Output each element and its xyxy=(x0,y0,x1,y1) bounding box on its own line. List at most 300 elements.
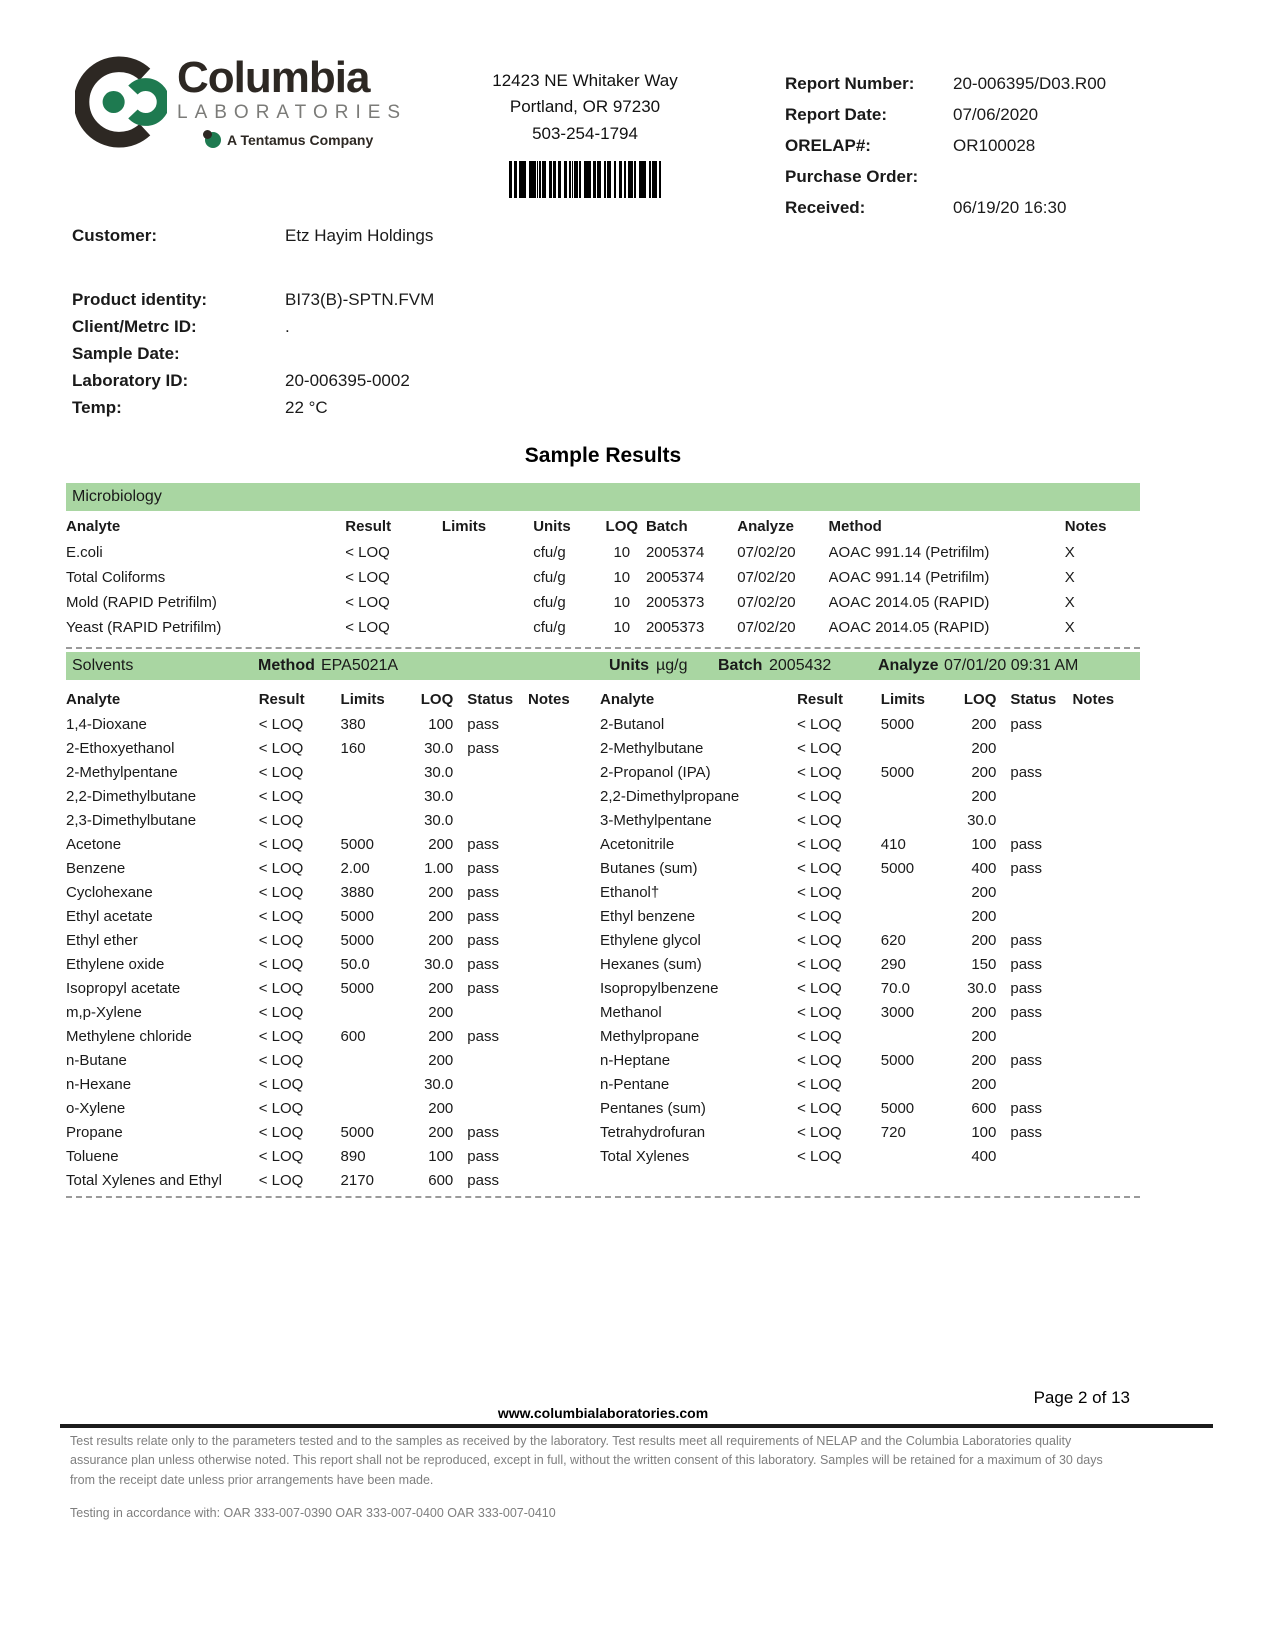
table-cell: E.coli xyxy=(66,544,103,561)
info-label: Received: xyxy=(785,197,866,217)
table-cell: 3-Methylpentane xyxy=(600,811,712,829)
column-header: Status xyxy=(1010,690,1057,708)
table-cell: AOAC 991.14 (Petrifilm) xyxy=(828,544,990,561)
table-cell: Methanol xyxy=(600,1003,662,1021)
table-cell: < LOQ xyxy=(258,1171,304,1189)
column-header: Notes xyxy=(1072,690,1115,708)
table-cell xyxy=(1010,736,1072,760)
columbia-logo-icon xyxy=(75,56,167,148)
table-cell: 2-Ethoxyethanol xyxy=(66,739,175,757)
brand-subtitle: LABORATORIES xyxy=(177,102,408,123)
table-row xyxy=(600,1000,1140,1024)
column-header: Analyte xyxy=(66,518,121,535)
table-cell: 200 xyxy=(971,739,997,757)
table-cell: Methylpropane xyxy=(600,1027,700,1045)
table-cell: 200 xyxy=(428,1003,454,1021)
table-cell: 200 xyxy=(428,1027,454,1045)
table-cell: 2-Methylpentane xyxy=(66,763,178,781)
table-cell: pass xyxy=(467,859,499,877)
table-cell: 30.0 xyxy=(424,763,454,781)
table-cell: pass xyxy=(1010,931,1043,949)
table-cell xyxy=(528,1096,594,1120)
table-cell: 10 xyxy=(613,594,631,611)
column-header: Method xyxy=(828,518,882,535)
table-cell xyxy=(528,1120,594,1144)
table-cell: 600 xyxy=(340,1027,366,1045)
table-cell xyxy=(341,1000,407,1024)
table-cell: 30.0 xyxy=(424,1075,454,1093)
table-cell: 07/02/20 xyxy=(737,594,796,611)
table-cell xyxy=(1072,1048,1140,1072)
table-cell: Butanes (sum) xyxy=(600,859,698,877)
table-cell: pass xyxy=(1010,715,1043,733)
table-cell: < LOQ xyxy=(258,883,304,901)
table-cell: 07/02/20 xyxy=(737,544,796,561)
table-cell: 200 xyxy=(971,787,997,805)
table-cell xyxy=(528,1144,594,1168)
table-cell: < LOQ xyxy=(797,715,842,733)
info-label: Temp: xyxy=(72,397,122,417)
info-row xyxy=(785,130,1215,161)
table-cell: 200 xyxy=(971,715,997,733)
table-cell: 600 xyxy=(971,1099,997,1117)
table-cell xyxy=(1072,880,1140,904)
info-label: Report Date: xyxy=(785,104,888,124)
table-cell: 2005373 xyxy=(645,594,705,611)
table-cell: < LOQ xyxy=(797,1003,842,1021)
table-row xyxy=(600,712,1140,736)
table-cell xyxy=(881,904,949,928)
table-row xyxy=(600,1048,1140,1072)
table-cell: 2-Propanol (IPA) xyxy=(600,763,711,781)
table-cell: < LOQ xyxy=(797,787,842,805)
table-cell xyxy=(528,856,594,880)
table-cell: 150 xyxy=(971,955,997,973)
table-cell: < LOQ xyxy=(258,907,304,925)
table-cell: 07/02/20 xyxy=(737,569,796,586)
info-label: Client/Metrc ID: xyxy=(72,316,197,336)
column-header: Limits xyxy=(880,690,925,708)
table-cell: 200 xyxy=(428,907,454,925)
table-row xyxy=(600,808,1140,832)
units-value: µg/g xyxy=(656,657,688,674)
table-cell: 30.0 xyxy=(424,787,454,805)
table-cell xyxy=(1010,808,1072,832)
table-cell xyxy=(528,928,594,952)
column-header: Limits xyxy=(340,690,385,708)
table-cell: < LOQ xyxy=(258,1051,304,1069)
table-cell: < LOQ xyxy=(258,811,304,829)
table-cell xyxy=(1072,712,1140,736)
table-cell: < LOQ xyxy=(797,1027,842,1045)
table-cell: Ethanol† xyxy=(600,883,660,901)
table-row xyxy=(600,1096,1140,1120)
table-cell: 200 xyxy=(428,979,454,997)
table-cell: cfu/g xyxy=(533,594,566,611)
info-row xyxy=(72,313,434,340)
table-cell: pass xyxy=(467,979,499,997)
table-cell xyxy=(467,1048,528,1072)
table-cell: < LOQ xyxy=(345,544,390,561)
table-cell: 600 xyxy=(428,1171,454,1189)
table-cell: 200 xyxy=(971,1075,997,1093)
table-row xyxy=(66,952,594,976)
table-cell: pass xyxy=(467,835,499,853)
table-cell: 410 xyxy=(880,835,906,853)
table-cell xyxy=(1010,880,1072,904)
table-cell: Methylene chloride xyxy=(66,1027,192,1045)
table-cell xyxy=(1072,952,1140,976)
table-cell: n-Hexane xyxy=(66,1075,132,1093)
column-header: Units xyxy=(533,518,571,535)
table-cell: 10 xyxy=(613,569,631,586)
table-cell xyxy=(881,736,949,760)
table-row xyxy=(66,736,594,760)
table-row xyxy=(66,1000,594,1024)
table-cell: AOAC 2014.05 (RAPID) xyxy=(828,594,990,611)
info-label: Product identity: xyxy=(72,289,208,309)
info-row xyxy=(785,68,1215,99)
barcode xyxy=(509,161,661,198)
table-cell: 30.0 xyxy=(967,979,997,997)
table-cell xyxy=(442,590,533,615)
dashed-divider xyxy=(66,1196,1140,1198)
page-title: Sample Results xyxy=(524,444,682,467)
table-cell: Hexanes (sum) xyxy=(600,955,702,973)
table-cell: 30.0 xyxy=(424,811,454,829)
table-cell xyxy=(528,1048,594,1072)
company-logo xyxy=(75,53,408,148)
table-row xyxy=(66,904,594,928)
table-cell xyxy=(528,904,594,928)
table-cell xyxy=(881,808,949,832)
table-cell: 5000 xyxy=(880,715,915,733)
table-cell: < LOQ xyxy=(797,763,842,781)
customer-row xyxy=(72,226,433,246)
table-cell: 10 xyxy=(613,619,631,636)
table-row xyxy=(66,590,1140,615)
table-cell: 2,2-Dimethylpropane xyxy=(600,787,740,805)
solvents-section xyxy=(66,652,1140,1198)
table-cell: < LOQ xyxy=(345,619,390,636)
table-cell xyxy=(1072,832,1140,856)
table-cell: 100 xyxy=(971,1123,997,1141)
column-header: Notes xyxy=(1064,518,1107,535)
table-cell xyxy=(467,1096,528,1120)
table-row xyxy=(66,1024,594,1048)
table-cell: 100 xyxy=(971,835,997,853)
customer-value: Etz Hayim Holdings xyxy=(285,226,434,245)
table-cell xyxy=(528,808,594,832)
solvents-header-row xyxy=(66,686,594,712)
table-cell: < LOQ xyxy=(797,883,842,901)
table-cell: Ethyl acetate xyxy=(66,907,153,925)
table-cell xyxy=(1010,1024,1072,1048)
table-cell: X xyxy=(1064,619,1075,636)
microbiology-header-row xyxy=(66,513,1140,540)
table-cell xyxy=(528,1024,594,1048)
info-value: 06/19/20 16:30 xyxy=(953,197,1067,217)
table-cell: Toluene xyxy=(66,1147,119,1165)
table-cell: < LOQ xyxy=(797,1051,842,1069)
table-cell xyxy=(341,1072,407,1096)
table-cell: < LOQ xyxy=(258,1099,304,1117)
customer-label: Customer: xyxy=(72,226,158,245)
table-cell: 200 xyxy=(971,907,997,925)
table-cell: 200 xyxy=(428,883,454,901)
table-cell: pass xyxy=(467,883,499,901)
table-cell: < LOQ xyxy=(258,763,304,781)
table-cell: 200 xyxy=(971,883,997,901)
info-value: OR100028 xyxy=(953,135,1036,155)
table-row xyxy=(66,856,594,880)
table-cell: 5000 xyxy=(340,1123,374,1141)
table-cell: Propane xyxy=(66,1123,123,1141)
footer-testing-standards: Testing in accordance with: OAR 333-007-0390 OAR 333-007-0400 OAR 333-007-0410 xyxy=(70,1506,556,1520)
table-cell: Benzene xyxy=(66,859,126,877)
address-line1: 12423 NE Whitaker Way xyxy=(492,71,678,90)
table-cell: 100 xyxy=(428,715,454,733)
table-cell: 2.00 xyxy=(340,859,370,877)
table-cell: 200 xyxy=(971,1027,997,1045)
solvents-table-left xyxy=(66,686,594,1192)
table-cell: 10 xyxy=(613,544,631,561)
dashed-divider xyxy=(66,647,1140,649)
table-cell xyxy=(1072,1120,1140,1144)
solvents-header-row xyxy=(600,686,1140,712)
table-cell: 30.0 xyxy=(967,811,997,829)
solvents-header-bar xyxy=(66,652,1140,680)
table-cell: Ethylene glycol xyxy=(600,931,701,949)
table-cell: X xyxy=(1064,594,1075,611)
table-cell: Yeast (RAPID Petrifilm) xyxy=(66,619,222,636)
table-cell: < LOQ xyxy=(258,715,304,733)
table-cell: 30.0 xyxy=(424,739,454,757)
column-header: Status xyxy=(467,690,514,708)
table-cell: pass xyxy=(1010,859,1043,877)
table-cell: 5000 xyxy=(880,859,915,877)
table-cell: pass xyxy=(1010,979,1043,997)
table-cell: 2-Butanol xyxy=(600,715,665,733)
table-cell: Acetonitrile xyxy=(600,835,675,853)
table-cell: Total Xylenes xyxy=(600,1147,690,1165)
table-cell: 200 xyxy=(428,1123,454,1141)
lab-address xyxy=(430,68,740,198)
table-cell xyxy=(467,808,528,832)
table-cell: pass xyxy=(1010,1123,1043,1141)
table-row xyxy=(600,976,1140,1000)
table-cell: < LOQ xyxy=(797,739,842,757)
table-cell: 2170 xyxy=(340,1171,374,1189)
table-cell: Ethylene oxide xyxy=(66,955,165,973)
table-cell: 380 xyxy=(340,715,366,733)
table-row xyxy=(600,1072,1140,1096)
table-cell: < LOQ xyxy=(258,739,304,757)
table-cell xyxy=(467,784,528,808)
table-row xyxy=(66,540,1140,565)
table-cell: 5000 xyxy=(880,1051,915,1069)
page-number: Page 2 of 13 xyxy=(1033,1388,1130,1407)
table-cell: 100 xyxy=(428,1147,454,1165)
method-label: Method xyxy=(258,657,315,674)
column-header: Analyze xyxy=(737,518,794,535)
table-cell xyxy=(528,832,594,856)
table-cell: Isopropylbenzene xyxy=(600,979,719,997)
table-cell: 3880 xyxy=(340,883,374,901)
table-row xyxy=(66,928,594,952)
table-row xyxy=(600,1024,1140,1048)
table-cell: 50.0 xyxy=(340,955,370,973)
table-cell: < LOQ xyxy=(797,1123,842,1141)
table-cell: 2-Methylbutane xyxy=(600,739,704,757)
table-cell: 200 xyxy=(971,763,997,781)
table-cell: Acetone xyxy=(66,835,122,853)
info-value: 20-006395/D03.R00 xyxy=(953,73,1107,93)
table-cell xyxy=(1072,1096,1140,1120)
table-cell: 5000 xyxy=(340,931,374,949)
table-cell xyxy=(528,760,594,784)
table-cell: 2,3-Dimethylbutane xyxy=(66,811,197,829)
info-row xyxy=(72,340,434,367)
table-cell: pass xyxy=(467,1027,499,1045)
table-row xyxy=(600,904,1140,928)
table-cell xyxy=(341,1096,407,1120)
table-cell: < LOQ xyxy=(797,979,842,997)
table-cell xyxy=(467,760,528,784)
table-cell xyxy=(528,952,594,976)
info-label: Report Number: xyxy=(785,73,915,93)
table-cell: Total Coliforms xyxy=(66,569,166,586)
table-row xyxy=(66,1144,594,1168)
table-cell: 200 xyxy=(971,1003,997,1021)
table-cell xyxy=(1072,736,1140,760)
table-cell: Tetrahydrofuran xyxy=(600,1123,706,1141)
info-value: BI73(B)-SPTN.FVM xyxy=(285,289,435,309)
table-cell: cfu/g xyxy=(533,619,566,636)
table-row xyxy=(600,784,1140,808)
table-cell: < LOQ xyxy=(258,1027,304,1045)
table-cell: < LOQ xyxy=(797,811,842,829)
info-label: Laboratory ID: xyxy=(72,370,189,390)
microbiology-title: Microbiology xyxy=(72,488,162,505)
table-cell: < LOQ xyxy=(258,1003,304,1021)
table-row xyxy=(600,928,1140,952)
info-row xyxy=(785,99,1215,130)
table-row xyxy=(66,832,594,856)
table-cell: 720 xyxy=(880,1123,906,1141)
info-value: . xyxy=(285,316,290,336)
table-cell xyxy=(1072,1000,1140,1024)
table-cell xyxy=(1072,976,1140,1000)
table-cell: 620 xyxy=(880,931,906,949)
table-cell: pass xyxy=(1010,763,1043,781)
table-cell: 160 xyxy=(340,739,366,757)
table-cell xyxy=(1072,808,1140,832)
analyze-value: 07/01/20 09:31 AM xyxy=(944,657,1079,674)
table-cell: AOAC 2014.05 (RAPID) xyxy=(828,619,990,636)
tentamus-icon xyxy=(205,132,221,148)
info-row xyxy=(785,161,1215,192)
table-row xyxy=(600,1120,1140,1144)
microbiology-table xyxy=(66,513,1140,640)
table-cell xyxy=(881,1072,949,1096)
table-cell: X xyxy=(1064,544,1075,561)
table-cell: pass xyxy=(467,907,499,925)
table-cell xyxy=(528,1072,594,1096)
table-cell: < LOQ xyxy=(258,1147,304,1165)
method-value: EPA5021A xyxy=(321,657,399,674)
table-cell: pass xyxy=(1010,955,1043,973)
table-cell: pass xyxy=(467,1171,499,1189)
table-cell: 70.0 xyxy=(880,979,910,997)
table-cell: < LOQ xyxy=(258,979,304,997)
batch-value: 2005432 xyxy=(769,657,832,674)
table-cell: pass xyxy=(467,955,499,973)
info-row xyxy=(72,367,434,394)
table-cell xyxy=(1010,1144,1072,1168)
info-label: Sample Date: xyxy=(72,343,180,363)
info-value: 20-006395-0002 xyxy=(285,370,410,390)
table-cell: pass xyxy=(467,715,499,733)
table-cell xyxy=(442,615,533,640)
table-cell: n-Heptane xyxy=(600,1051,671,1069)
table-cell: < LOQ xyxy=(797,859,842,877)
table-cell: 200 xyxy=(971,1051,997,1069)
table-cell: < LOQ xyxy=(258,931,304,949)
table-row xyxy=(600,952,1140,976)
table-cell xyxy=(1072,928,1140,952)
table-cell xyxy=(528,976,594,1000)
table-cell xyxy=(1072,1072,1140,1096)
info-value: 22 °C xyxy=(285,397,328,417)
table-cell: 2005373 xyxy=(645,619,705,636)
table-cell: Cyclohexane xyxy=(66,883,153,901)
footer-rule xyxy=(60,1424,1213,1428)
info-row xyxy=(72,286,434,313)
table-cell: Mold (RAPID Petrifilm) xyxy=(66,594,217,611)
table-cell: 07/02/20 xyxy=(737,619,796,636)
brand-name: Columbia xyxy=(177,53,370,102)
table-cell: Ethyl ether xyxy=(66,931,138,949)
table-cell: < LOQ xyxy=(797,835,842,853)
table-cell: < LOQ xyxy=(797,931,842,949)
table-row xyxy=(66,880,594,904)
table-row xyxy=(600,832,1140,856)
table-row xyxy=(66,784,594,808)
table-cell xyxy=(1072,904,1140,928)
table-cell xyxy=(1072,784,1140,808)
table-cell: pass xyxy=(467,739,499,757)
table-row xyxy=(66,1120,594,1144)
table-cell: pass xyxy=(1010,1003,1043,1021)
table-cell: < LOQ xyxy=(797,1147,842,1165)
batch-label: Batch xyxy=(718,657,763,674)
table-row xyxy=(600,880,1140,904)
table-cell: < LOQ xyxy=(258,787,304,805)
address-line2: Portland, OR 97230 xyxy=(509,97,661,117)
table-cell: pass xyxy=(1010,1099,1043,1117)
report-info xyxy=(785,68,1215,223)
table-row xyxy=(66,1048,594,1072)
table-cell xyxy=(1010,1072,1072,1096)
footer-disclaimer: Test results relate only to the parameters tested and to the samples as received by the laboratory. Test results meet all requirements of NELAP and the Columbia Laboratories quality assurance plan unless otherwise noted. This report shall not be reproduced, except in full, without the written consent of this laboratory. Samples will be retained for a maximum of 30 days from the receipt date unless prior arrangements have been made. xyxy=(70,1434,1103,1487)
table-cell xyxy=(1072,856,1140,880)
table-cell xyxy=(442,565,533,590)
table-cell: < LOQ xyxy=(345,594,390,611)
table-cell xyxy=(528,880,594,904)
table-row xyxy=(600,1144,1140,1168)
table-cell xyxy=(467,1072,528,1096)
